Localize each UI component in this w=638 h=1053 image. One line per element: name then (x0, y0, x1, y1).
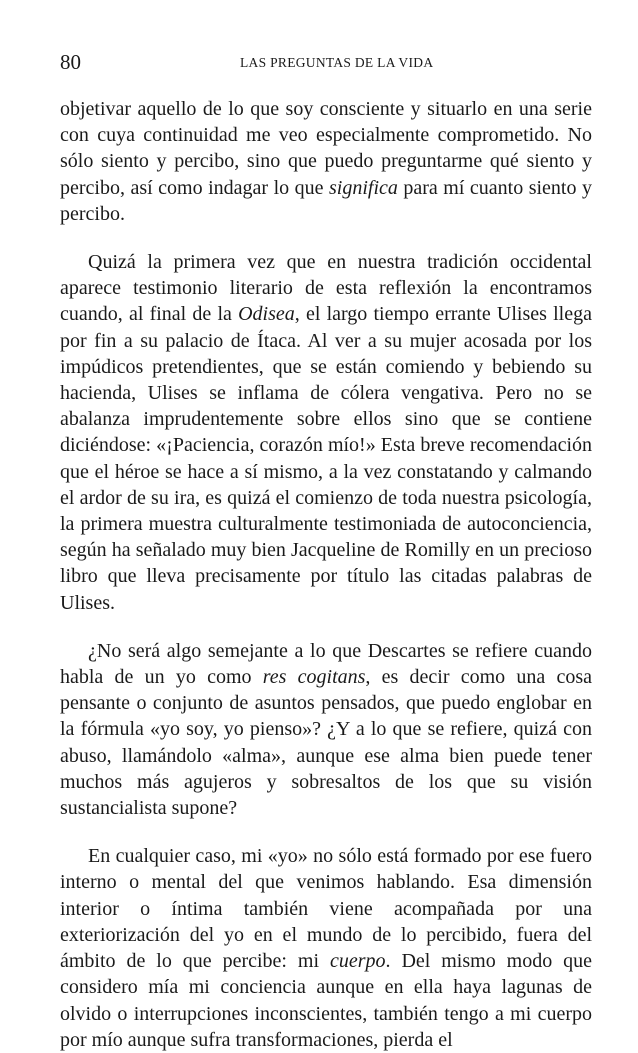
body-text (60, 96, 592, 1053)
text-segment: Quizá la primera vez que en nuestra tradición occidental aparece testimonio literario de esta reflexión la encontramos cuando, al final de la (60, 251, 592, 326)
text-segment: En cualquier caso, mi «yo» no sólo está formado por ese fuero interno o mental del que venimos hablando. Esa dimensión interior o íntima también viene acompañada por una exteriorización del yo en el mundo de lo percibido, fuera del ámbito de lo que percibe: mi (60, 845, 592, 973)
paragraph (60, 843, 592, 1053)
text-segment: ¿No será algo semejante a lo que Descartes se refiere cuando habla de un yo como (60, 639, 592, 689)
emphasis: cuerpo (329, 950, 386, 973)
emphasis: Odisea (238, 303, 295, 326)
text-segment: , es decir como una cosa pensante o conjunto de asuntos pensados, que puedo englobar en la fórmula «yo soy, yo pienso»? ¿Y a lo que se refiere, quizá con abuso, llamándolo «alma», aunque ese alma bien puede tener muchos más agujeros y sobresaltos de los que su visión sustancialista supone? (60, 666, 592, 820)
paragraph (60, 249, 592, 616)
text-segment: para mí cuanto siento y percibo. (60, 176, 592, 225)
emphasis: significa (329, 176, 398, 199)
text-segment: objetivar aquello de lo que soy consciente y situarlo en una serie con cuya continuidad me veo especialmente comprometido. No sólo siento y percibo, sino que puedo preguntarme qué siento y percibo, así como indagar lo que (60, 98, 592, 199)
text-segment: , el largo tiempo errante Ulises llega por fin a su palacio de Ítaca. Al ver a su mujer acosada por los impúdicos pretendientes, que se están comiendo y bebiendo su hacienda, Ulises se inflama de cólera vengativa. Pero no se abalanza imprudentemente sobre ellos sino que se contiene diciéndose: «¡Paciencia, corazón mío!» Esta breve recomendación que el héroe se hace a sí mismo, a la vez constatando y calmando el ardor de su ira, es quizá el comienzo de toda nuestra psicología, la primera muestra culturalmente testimoniada de autoconciencia, según ha señalado muy bien Jacqueline de Romilly en un precioso libro que lleva precisamente por título las citadas palabras de Ulises. (60, 303, 592, 614)
paragraph (60, 638, 592, 821)
running-head: LAS PREGUNTAS DE LA VIDA (240, 55, 434, 70)
text-segment: . Del mismo modo que considero mía mi conciencia aunque en ella haya lagunas de olvido o interrupciones inconscientes, también tengo a mi cuerpo por mío aunque sufra transformaciones, pierda el (60, 950, 593, 1051)
emphasis: res cogitans (262, 666, 366, 689)
page-number: 80 (60, 50, 81, 74)
paragraph (60, 96, 592, 227)
page-header (60, 50, 590, 74)
